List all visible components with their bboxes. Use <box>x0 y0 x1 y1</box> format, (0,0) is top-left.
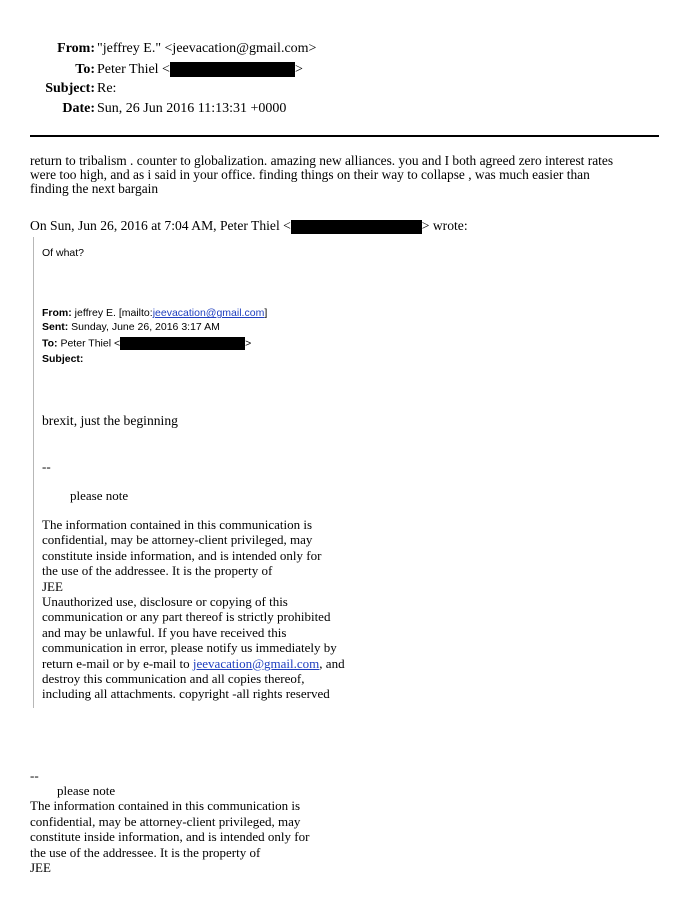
quoted-from-row <box>42 307 267 320</box>
quote-intro-suffix: > wrote: <box>421 218 468 233</box>
footer-disclaimer <box>30 798 309 876</box>
disclaimer-line: The information contained in this communication is <box>42 517 313 532</box>
quoted-subject-row <box>42 353 83 366</box>
disclaimer-line: Unauthorized use, disclosure or copying of this <box>42 594 288 610</box>
quote-bar <box>33 237 34 708</box>
disclaimer-line: the use of the addressee. It is the property of <box>42 563 273 579</box>
email-link[interactable]: jeevacation@gmail.com <box>152 307 265 319</box>
disclaimer-line: constitute inside information, and is intended only for <box>42 547 322 563</box>
header-from-value: "jeffrey E." <jeevacation@gmail.com> <box>97 41 317 56</box>
quoted-body: brexit, just the beginning <box>42 413 178 428</box>
header-to-value <box>97 62 303 78</box>
quoted-to-label: To: <box>42 337 58 350</box>
message-line: were too high, and as i said in your office. finding things on their way to collapse , was much easier than <box>30 167 590 182</box>
quoted-to-value: Peter Thiel < <box>60 337 121 350</box>
footer-signature-dash: -- <box>30 768 39 783</box>
footer-line: the use of the addressee. It is the property of <box>30 844 261 860</box>
quote-intro-prefix: On Sun, Jun 26, 2016 at 7:04 AM, Peter Thiel < <box>30 218 291 233</box>
quoted-disclaimer <box>42 517 345 702</box>
redaction-bar <box>291 220 422 234</box>
disclaimer-line: including all attachments. copyright -all rights reserved <box>42 686 330 702</box>
message-line: finding the next bargain <box>30 181 159 196</box>
disclaimer-line: and may be unlawful. If you have received this <box>42 624 287 640</box>
footer-please-note: please note <box>57 783 116 798</box>
redaction-bar <box>120 337 245 350</box>
quoted-from-end: ] <box>264 307 268 319</box>
header-subject-value: Re: <box>97 81 117 96</box>
quoted-subject-label: Subject: <box>42 353 84 365</box>
email-link[interactable]: jeevacation@gmail.com <box>192 655 320 671</box>
footer-line: confidential, may be attorney-client privileged, may <box>30 813 301 829</box>
quote-intro <box>30 218 468 234</box>
quoted-from-value: jeffrey E. [mailto: <box>74 307 153 319</box>
redaction-bar <box>170 62 295 77</box>
message-line: return to tribalism . counter to globalization. amazing new alliances. you and I both agreed zero interest rates <box>30 153 614 168</box>
quoted-signature-dash: -- <box>42 459 51 474</box>
header-to-name: Peter Thiel < <box>97 62 170 77</box>
disclaimer-line <box>42 656 345 671</box>
disclaimer-line: communication or any part thereof is strictly prohibited <box>42 609 331 625</box>
header-to-end: > <box>294 62 303 77</box>
header-to-label: To: <box>75 62 95 77</box>
quoted-to-end: > <box>245 337 252 350</box>
footer-line: constitute inside information, and is intended only for <box>30 829 310 844</box>
quoted-please-note: please note <box>70 488 129 503</box>
disclaimer-link-prefix: return e-mail or by e-mail to <box>42 655 193 671</box>
quoted-to-row <box>42 337 251 350</box>
disclaimer-line: communication in error, please notify us immediately by <box>42 640 337 656</box>
disclaimer-link-suffix: , and <box>319 655 345 671</box>
header-subject-label: Subject: <box>45 81 95 96</box>
quoted-sent-row <box>42 321 220 334</box>
header-date-value: Sun, 26 Jun 2016 11:13:31 +0000 <box>97 101 287 116</box>
footer-line: JEE <box>30 860 51 875</box>
header-from-label: From: <box>57 41 95 56</box>
disclaimer-line: confidential, may be attorney-client privileged, may <box>42 532 313 548</box>
quoted-sent-value: Sunday, June 26, 2016 3:17 AM <box>71 321 220 333</box>
message-body <box>30 154 670 196</box>
disclaimer-line: JEE <box>42 578 63 594</box>
footer-line: The information contained in this communication is <box>30 798 301 813</box>
header-date-label: Date: <box>62 101 95 116</box>
quoted-sent-label: Sent: <box>42 321 69 333</box>
quoted-reply: Of what? <box>42 247 85 259</box>
header-divider <box>30 135 659 137</box>
quoted-from-label: From: <box>42 307 72 319</box>
disclaimer-line: destroy this communication and all copies thereof, <box>42 671 305 687</box>
